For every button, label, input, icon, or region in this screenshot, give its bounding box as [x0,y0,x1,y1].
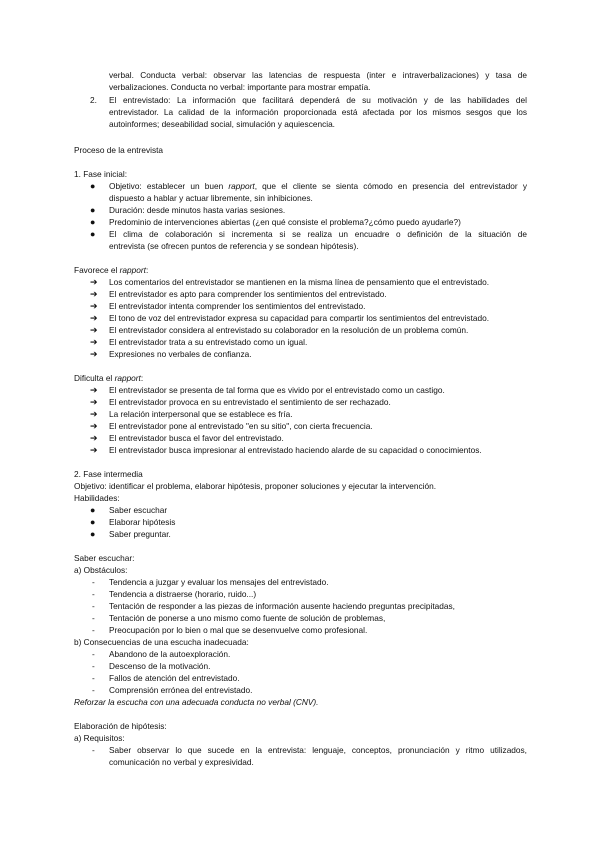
list-item: El entrevistador intenta comprender los sentimientos del entrevistado. [109,301,366,311]
bullet-icon: ● [90,181,96,191]
text-line: Habilidades: [74,493,120,503]
dash-icon: - [92,577,95,587]
dash-icon: - [92,589,95,599]
bullet-text: entrevista (se ofrecen puntos de referencia y se sondean hipótesis). [109,241,359,251]
arrow-icon: ➔ [90,397,98,407]
list-item: Descenso de la motivación. [109,661,211,671]
list-item: Fallos de atención del entrevistado. [109,673,240,683]
closing-note: Reforzar la escucha con una adecuada conducta no verbal (CNV). [74,697,319,707]
subsection-heading: Saber escuchar: [74,553,135,563]
text-line: Objetivo: identificar el problema, elaborar hipótesis, proponer soluciones y ejecutar la intervención. [74,481,437,491]
list-item: Abandono de la autoexploración. [109,649,231,659]
dash-icon: - [92,661,95,671]
text-line: El entrevistado: La información que facilitará dependerá de su motivación y de las habilidades del [109,95,527,105]
list-item: Tendencia a distraerse (horario, ruido...) [109,589,257,599]
list-item: El entrevistador es apto para comprender los sentimientos del entrevistado. [109,289,387,299]
bullet-text: Predominio de intervenciones abiertas (¿en qué consiste el problema?¿cómo puedo ayudarle?) [109,217,461,227]
section-title: Proceso de la entrevista [74,145,164,155]
arrow-icon: ➔ [90,289,98,299]
arrow-icon: ➔ [90,349,98,359]
arrow-icon: ➔ [90,421,98,431]
arrow-icon: ➔ [90,301,98,311]
text-line: a) Requisitos: [74,733,125,743]
list-item: Comprensión errónea del entrevistado. [109,685,253,695]
arrow-icon: ➔ [90,433,98,443]
arrow-icon: ➔ [90,385,98,395]
list-item: Elaborar hipótesis [109,517,176,527]
text-line: entrevistador. La calidad de la información proporcionada está afectada por los mismos sesgos que los [109,107,527,117]
phase-heading: 2. Fase intermedia [74,469,143,479]
text-line: a) Obstáculos: [74,565,128,575]
arrow-icon: ➔ [90,445,98,455]
bullet-text: El clima de colaboración si incrementa si se realiza un encuadre o definición de la situación de [109,229,527,239]
list-item: El entrevistador busca impresionar al entrevistado haciendo alarde de su capacidad o conocimientos. [109,445,482,455]
list-item: Tentación de responder a las piezas de información ausente haciendo preguntas precipitadas, [109,601,455,611]
bullet-text: dispuesto a hablar y actuar libremente, sin inhibiciones. [109,193,313,203]
phase-heading: 1. Fase inicial: [74,169,128,179]
subsection-heading: Elaboración de hipótesis: [74,721,167,731]
list-item: El entrevistador pone al entrevistado "en su sitio", con cierta frecuencia. [109,421,373,431]
list-item: Los comentarios del entrevistador se mantienen en la misma línea de pensamiento que el entrevistado. [109,277,490,287]
text-line: b) Consecuencias de una escucha inadecuada: [74,637,249,647]
bullet-icon: ● [90,229,96,239]
bullet-text: Duración: desde minutos hasta varias sesiones. [109,205,286,215]
list-item: El entrevistador trata a su entrevistado como un igual. [109,337,308,347]
list-item: El entrevistador considera al entrevistado su colaborador en la resolución de un problema común. [109,325,469,335]
dash-icon: - [92,673,95,683]
dash-icon: - [92,745,95,755]
list-item: Saber observar lo que sucede en la entrevista: lenguaje, conceptos, pronunciación y ritmo utilizados, [109,745,527,755]
list-item: Preocupación por lo bien o mal que se desenvuelve como profesional. [109,625,368,635]
list-item: El entrevistador se presenta de tal forma que es vivido por el entrevistado como un castigo. [109,385,445,395]
subsection-heading: Favorece el rapport: [74,265,149,275]
text-line: verbal. Conducta verbal: observar las latencias de respuesta (inter e intraverbalizaciones) y tasa de [109,70,527,80]
dash-icon: - [92,625,95,635]
dash-icon: - [92,601,95,611]
arrow-icon: ➔ [90,337,98,347]
bullet-icon: ● [90,517,96,527]
subsection-heading: Dificulta el rapport: [74,373,144,383]
dash-icon: - [92,685,95,695]
dash-icon: - [92,649,95,659]
list-item: Tendencia a juzgar y evaluar los mensajes del entrevistado. [109,577,329,587]
bullet-icon: ● [90,529,96,539]
text-line: autoinformes; deseabilidad social, simulación y aquiescencia. [109,119,335,129]
dash-icon: - [92,613,95,623]
list-item: Tentación de ponerse a uno mismo como fuente de solución de problemas, [109,613,386,623]
text-line: verbalizaciones. Conducta no verbal: importante para mostrar empatía. [109,82,371,92]
arrow-icon: ➔ [90,409,98,419]
bullet-icon: ● [90,505,96,515]
list-item: El entrevistador busca el favor del entrevistado. [109,433,284,443]
list-item: Expresiones no verbales de confianza. [109,349,252,359]
bullet-text: Objetivo: establecer un buen rapport, que el cliente se sienta cómodo en presencia del entrevistador y [109,181,527,191]
list-item: comunicación no verbal y expresividad. [109,757,254,767]
list-number: 2. [90,95,97,105]
list-item: El tono de voz del entrevistador expresa su capacidad para compartir los sentimientos del entrevistado. [109,313,490,323]
arrow-icon: ➔ [90,313,98,323]
bullet-icon: ● [90,205,96,215]
arrow-icon: ➔ [90,277,98,287]
list-item: La relación interpersonal que se establece es fría. [109,409,293,419]
arrow-icon: ➔ [90,325,98,335]
list-item: El entrevistador provoca en su entrevistado el sentimiento de ser rechazado. [109,397,391,407]
list-item: Saber preguntar. [109,529,171,539]
list-item: Saber escuchar [109,505,168,515]
bullet-icon: ● [90,217,96,227]
